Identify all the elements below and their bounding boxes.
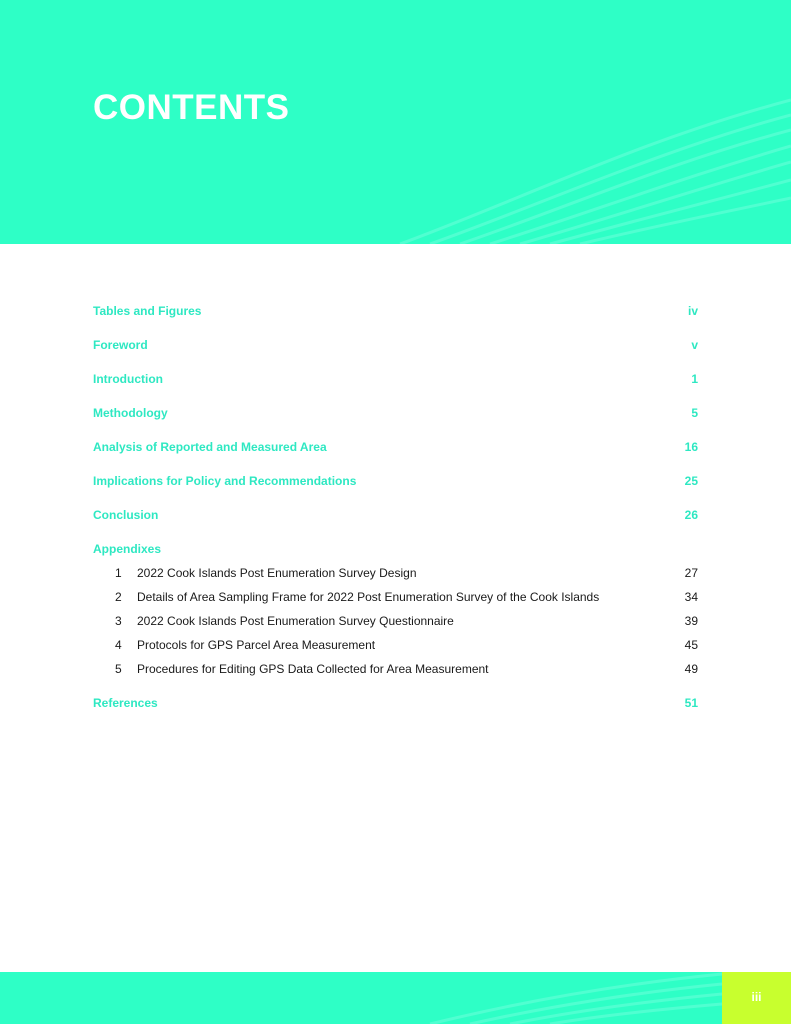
appendix-page: 49 <box>684 662 698 676</box>
appendix-number: 3 <box>115 614 122 628</box>
appendix-label: Procedures for Editing GPS Data Collected for Area Measurement <box>137 662 489 676</box>
toc-entry-appendixes[interactable] <box>93 540 698 558</box>
page-number: iii <box>751 990 762 1004</box>
header-banner <box>0 0 791 244</box>
toc-entry-label: Foreword <box>93 338 148 352</box>
appendix-entry-3[interactable] <box>93 612 698 630</box>
table-of-contents <box>93 302 698 712</box>
toc-entry-label: Tables and Figures <box>93 304 202 318</box>
appendix-entry-2[interactable] <box>93 588 698 606</box>
toc-entry-label: References <box>93 696 158 710</box>
toc-entry-page: 25 <box>684 474 698 488</box>
footer-banner <box>0 972 722 1024</box>
toc-entry-label: Introduction <box>93 372 163 386</box>
toc-entry-implications[interactable] <box>93 472 698 490</box>
appendix-number: 4 <box>115 638 122 652</box>
toc-entry-label: Conclusion <box>93 508 159 522</box>
toc-entry-page: 5 <box>691 406 698 420</box>
appendix-page: 45 <box>684 638 698 652</box>
appendix-page: 34 <box>684 590 698 604</box>
appendix-label: Details of Area Sampling Frame for 2022 Post Enumeration Survey of the Cook Islands <box>137 590 600 604</box>
appendix-number: 1 <box>115 566 122 580</box>
toc-entry-foreword[interactable] <box>93 336 698 354</box>
toc-entry-label: Analysis of Reported and Measured Area <box>93 440 327 454</box>
appendix-number: 5 <box>115 662 122 676</box>
appendix-label: Protocols for GPS Parcel Area Measurement <box>137 638 376 652</box>
toc-entry-tables-and-figures[interactable] <box>93 302 698 320</box>
appendix-page: 39 <box>684 614 698 628</box>
toc-entry-label: Methodology <box>93 406 168 420</box>
appendix-label: 2022 Cook Islands Post Enumeration Survey Design <box>137 566 417 580</box>
toc-entry-label: Appendixes <box>93 542 162 556</box>
toc-entry-page: v <box>691 338 698 352</box>
toc-entry-page: 51 <box>684 696 698 710</box>
toc-entry-page: 26 <box>684 508 698 522</box>
appendix-entry-4[interactable] <box>93 636 698 654</box>
appendix-number: 2 <box>115 590 122 604</box>
page-title: CONTENTS <box>93 88 290 127</box>
toc-entry-label: Implications for Policy and Recommendations <box>93 474 357 488</box>
toc-entry-conclusion[interactable] <box>93 506 698 524</box>
toc-entry-page: iv <box>687 304 698 318</box>
toc-entry-analysis[interactable] <box>93 438 698 456</box>
toc-entry-methodology[interactable] <box>93 404 698 422</box>
toc-entry-page: 1 <box>691 372 698 386</box>
toc-entry-page: 16 <box>684 440 698 454</box>
appendix-label: 2022 Cook Islands Post Enumeration Survey Questionnaire <box>137 614 454 628</box>
appendix-entry-1[interactable] <box>93 564 698 582</box>
page-number-box <box>722 972 791 1024</box>
toc-entry-references[interactable] <box>93 694 698 712</box>
toc-entry-introduction[interactable] <box>93 370 698 388</box>
appendix-entry-5[interactable] <box>93 660 698 678</box>
footer-wave-decoration <box>0 972 722 1024</box>
appendix-page: 27 <box>684 566 698 580</box>
